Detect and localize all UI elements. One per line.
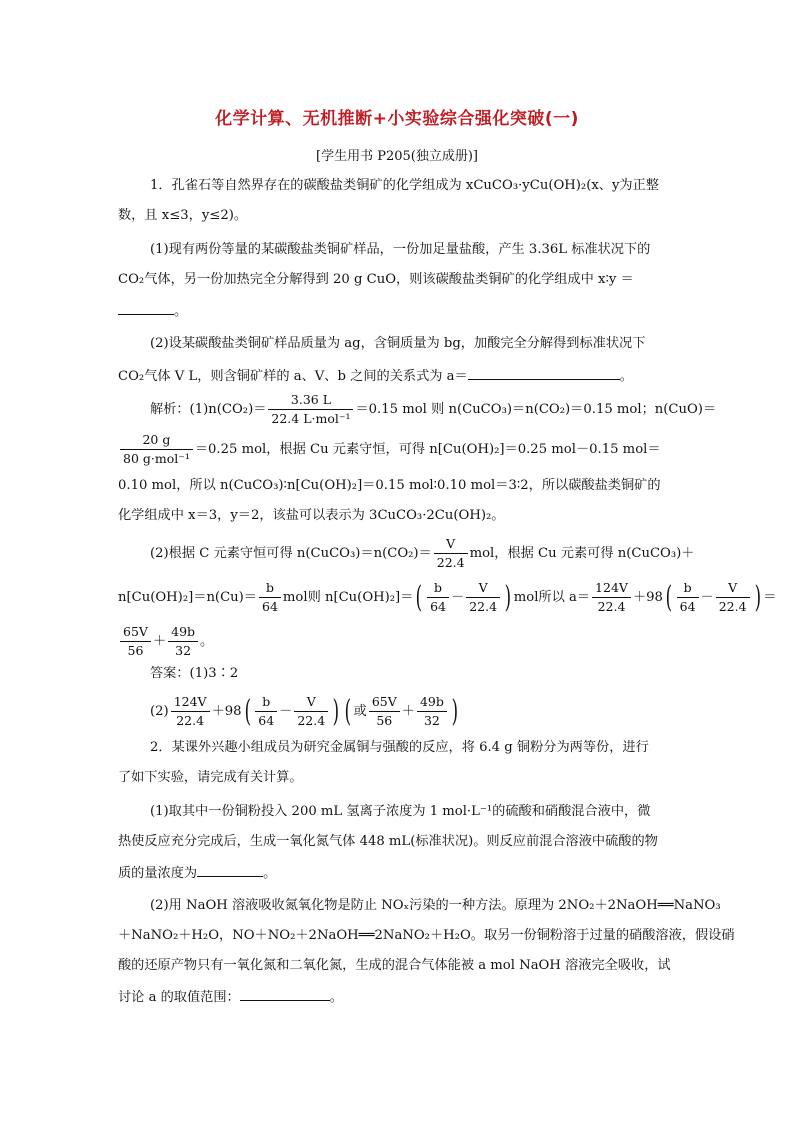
- q2-part1-line-2: 热使反应充分完成后，生成一氧化氮气体 448 mL(标准状况)。则反应前混合溶液中硫酸的物: [118, 834, 658, 849]
- fraction-denominator: 64: [430, 599, 447, 614]
- fraction-numerator: V: [466, 580, 500, 598]
- fraction: [417, 694, 447, 729]
- fraction-numerator: 3.36 L: [268, 392, 353, 410]
- period: 。: [200, 634, 214, 649]
- fraction-denominator: 22.4: [297, 713, 326, 728]
- q2-intro-line-2: 了如下实验，请完成有关计算。: [118, 770, 303, 785]
- solution-text: n[Cu(OH)₂]＝n(Cu)＝: [118, 590, 257, 605]
- fraction-denominator: 56: [127, 643, 144, 658]
- or-text: 或: [353, 704, 367, 719]
- minus-sign: －: [700, 590, 714, 605]
- solution-2-line-2: [118, 580, 776, 615]
- solution-2-line-1: [150, 536, 694, 571]
- plus-sign: ＋: [152, 634, 167, 649]
- q1-part1-line-3: [118, 300, 187, 322]
- fraction-numerator: 65V: [120, 624, 151, 642]
- solution-text: (2)根据 C 元素守恒可得 n(CuCO₃)＝n(CO₂)＝: [150, 546, 432, 561]
- left-paren: (: [416, 579, 423, 615]
- right-paren: ): [504, 579, 512, 615]
- fraction: [369, 694, 400, 729]
- fraction: [259, 580, 281, 615]
- q1-intro-line-1: 1．孔雀石等自然界存在的碳酸盐类铜矿的化学组成为 xCuCO₃·yCu(OH)₂(x、y为正整: [150, 178, 659, 193]
- answer-blank: [197, 862, 263, 877]
- solution-text: ＝0.25 mol，根据 Cu 元素守恒，可得 n[Cu(OH)₂]＝0.25 mol－0.15 mol＝: [194, 442, 661, 457]
- q1-intro-line-2: 数，且 x≤3，y≤2)。: [118, 208, 248, 223]
- page-title: 化学计算、无机推断+小实验综合强化突破(一): [215, 109, 579, 129]
- answer-part-label: (2): [150, 704, 169, 719]
- equals-sign: ＝: [763, 590, 777, 605]
- solution-text: ＝0.15 mol 则 n(CuCO₃)＝n(CO₂)＝0.15 mol；n(CuO)＝: [355, 402, 717, 417]
- fraction: [466, 580, 500, 615]
- q2-part1-line-3: [118, 862, 276, 884]
- fraction: [427, 580, 449, 615]
- fraction-numerator: V: [294, 694, 328, 712]
- fraction-denominator: 22.4 L·mol⁻¹: [271, 411, 351, 426]
- fraction: [268, 392, 353, 427]
- solution-1-line-4: 化学组成中 x＝3，y＝2，该盐可以表示为 3CuCO₃·2Cu(OH)₂。: [118, 508, 505, 523]
- q1-part2-line-2: [118, 365, 633, 387]
- left-paren: (: [344, 693, 352, 729]
- fraction-numerator: V: [434, 536, 468, 554]
- q2-part1-text: 质的量浓度为: [118, 866, 198, 881]
- fraction-numerator: b: [427, 580, 449, 598]
- plus-98: ＋98: [211, 704, 242, 719]
- plus-98: ＋98: [632, 590, 663, 605]
- fraction-denominator: 56: [376, 713, 393, 728]
- fraction-denominator: 64: [258, 713, 275, 728]
- q2-intro-line-1: 2．某课外兴趣小组成员为研究金属铜与强酸的反应，将 6.4 g 铜粉分为两等份，进行: [150, 740, 649, 755]
- fraction-denominator: 32: [423, 713, 440, 728]
- q2-part2-line-4: [118, 986, 343, 1008]
- fraction-numerator: 49b: [417, 694, 447, 712]
- fraction-numerator: 124V: [171, 694, 210, 712]
- q2-part2-line-3: 酸的还原产物只有一氧化氮和二氧化氮，生成的混合气体能被 a mol NaOH 溶液完全吸收，试: [118, 958, 671, 973]
- fraction-numerator: b: [255, 694, 277, 712]
- q2-part2-text: 讨论 a 的取值范围：: [118, 990, 240, 1005]
- minus-sign: －: [451, 590, 465, 605]
- period: 。: [263, 866, 277, 881]
- fraction: [592, 580, 631, 615]
- solution-text: mol所以 a＝: [513, 590, 591, 605]
- fraction: [434, 536, 468, 571]
- page-subtitle: [学生用书 P205(独立成册)]: [316, 149, 478, 164]
- fraction-denominator: 22.4: [176, 713, 205, 728]
- fraction: [120, 624, 151, 659]
- fraction: [120, 432, 193, 467]
- fraction-denominator: 22.4: [597, 599, 626, 614]
- solution-1-line-3: 0.10 mol，所以 n(CuCO₃)∶n[Cu(OH)₂]＝0.15 mol∶0.10 mol＝3∶2，所以碳酸盐类铜矿的: [118, 478, 661, 493]
- fraction-denominator: 22.4: [718, 599, 747, 614]
- left-paren: (: [665, 579, 672, 615]
- answer-line-2: [150, 694, 461, 729]
- plus-sign: ＋: [401, 704, 415, 719]
- period: 。: [329, 990, 343, 1005]
- left-paren: (: [244, 693, 251, 729]
- fraction-denominator: 80 g·mol⁻¹: [123, 451, 190, 466]
- fraction: [716, 580, 750, 615]
- q1-part1-line-2: CO₂气体，另一份加热完全分解得到 20 g CuO，则该碳酸盐类铜矿的化学组成中 x∶y ＝: [118, 272, 634, 287]
- solution-1-line-2: [118, 432, 661, 467]
- answer-line-1: 答案：(1)3∶2: [150, 666, 239, 681]
- solution-text: mol，根据 Cu 元素可得 n(CuCO₃)＋: [469, 546, 695, 561]
- answer-blank: [240, 986, 330, 1001]
- right-paren: ): [451, 693, 458, 729]
- period: 。: [619, 369, 633, 384]
- fraction-denominator: 22.4: [469, 599, 498, 614]
- solution-2-line-3: [118, 624, 213, 659]
- q2-part2-line-2: ＋NaNO₂＋H₂O，NO＋NO₂＋2NaOH══2NaNO₂＋H₂O。取另一份铜粉溶于过量的硝酸溶液，假设硝: [118, 928, 735, 943]
- minus-sign: －: [279, 704, 293, 719]
- fraction-denominator: 64: [679, 599, 696, 614]
- fraction-denominator: 64: [262, 599, 278, 614]
- fraction: [171, 694, 210, 729]
- fraction-numerator: V: [716, 580, 750, 598]
- q1-part1-line-1: (1)现有两份等量的某碳酸盐类铜矿样品，一份加足量盐酸，产生 3.36L 标准状况下的: [150, 242, 651, 257]
- fraction-numerator: 20 g: [120, 432, 193, 450]
- fraction: [255, 694, 277, 729]
- solution-text: mol则 n[Cu(OH)₂]＝: [282, 590, 414, 605]
- fraction: [677, 580, 699, 615]
- fraction-denominator: 32: [175, 643, 192, 658]
- right-paren: ): [332, 693, 340, 729]
- fraction-numerator: b: [677, 580, 699, 598]
- solution-1-line-1: [150, 392, 716, 427]
- right-paren: ): [754, 579, 761, 615]
- answer-blank: [468, 365, 620, 380]
- fraction-numerator: 65V: [369, 694, 400, 712]
- fraction-numerator: 124V: [592, 580, 631, 598]
- q2-part2-line-1: (2)用 NaOH 溶液吸收氮氧化物是防止 NOₓ污染的一种方法。原理为 2NO₂＋2NaOH══NaNO₃: [150, 898, 721, 913]
- fraction: [168, 624, 198, 659]
- fraction-denominator: 22.4: [436, 555, 465, 570]
- period: 。: [174, 304, 188, 319]
- q1-part2-text: CO₂气体 V L，则含铜矿样的 a、V、b 之间的关系式为 a＝: [118, 369, 468, 384]
- solution-text: 解析：(1)n(CO₂)＝: [150, 402, 267, 417]
- q1-part2-line-1: (2)设某碳酸盐类铜矿样品质量为 ag，含铜质量为 bg，加酸完全分解得到标准状况下: [150, 336, 646, 351]
- answer-blank: [118, 300, 174, 315]
- fraction-numerator: 49b: [168, 624, 198, 642]
- q2-part1-line-1: (1)取其中一份铜粉投入 200 mL 氢离子浓度为 1 mol·L⁻¹的硫酸和硝酸混合液中，微: [150, 804, 651, 819]
- fraction-numerator: b: [259, 580, 281, 598]
- fraction: [294, 694, 328, 729]
